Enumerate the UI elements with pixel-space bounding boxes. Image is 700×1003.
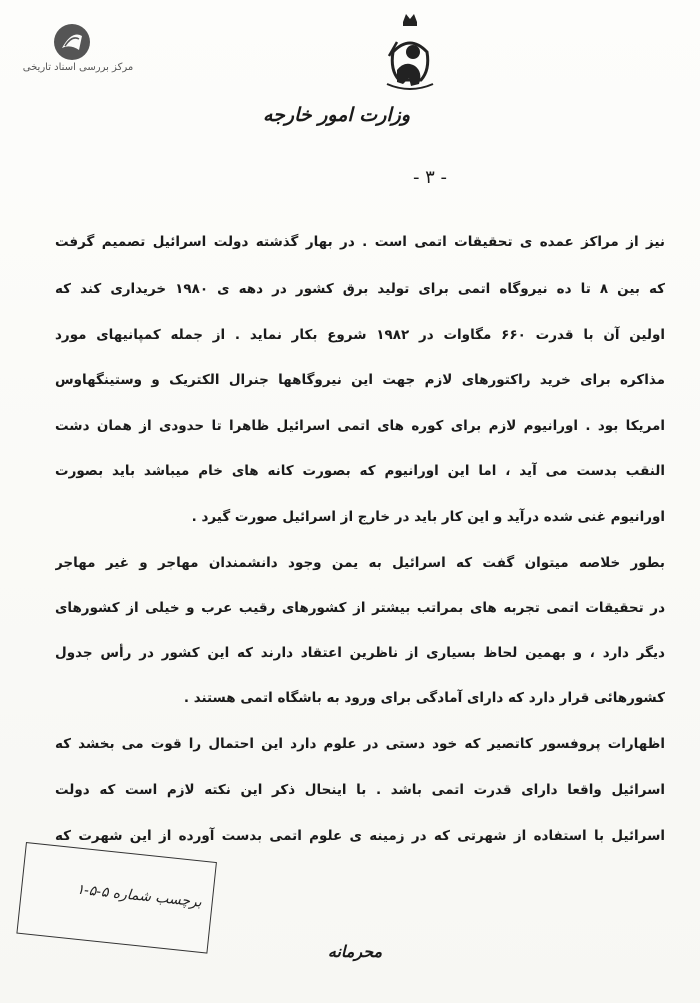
ministry-name: وزارت امور خارجه <box>262 104 410 126</box>
text-line: مذاکره برای خرید راکتورهای لازم جهت این نیروگاهها جنرال الکتریک و وستینگهاوس <box>55 372 665 388</box>
text-line: اورانیوم غنی شده درآید و این کار باید در خارج از اسرائیل صورت گیرد . <box>191 509 665 525</box>
text-line: اسرائیل واقعا دارای قدرت اتمی باشد . با اینحال ذکر این نکته لازم است که دولت <box>55 782 665 798</box>
text-line: اسرائیل با استفاده از شهرتی که در زمینه ی علوم اتمی بدست آورده از این شهرت که <box>55 828 665 844</box>
text-line: اظهارات پروفسور کاتصیر که خود دستی در علوم دارد این احتمال را قوت می بخشد که <box>55 736 665 752</box>
text-line: اولین آن با قدرت ۶۶۰ مگاوات در ۱۹۸۲ شروع بکار نماید . از جمله کمپانیهای مورد <box>55 327 665 343</box>
text-line: نیز از مراکز عمده ی تحقیقات اتمی است . در بهار گذشته دولت اسرائیل تصمیم گرفت <box>55 234 665 250</box>
text-line: کشورهائی قرار دارد که دارای آمادگی برای ورود به باشگاه اتمی هستند . <box>183 690 665 706</box>
text-line: در تحقیقات اتمی تجربه های بمراتب بیشتر از کشورهای رقیب عرب و خیلی از کشورهای <box>55 600 665 616</box>
confidential-mark: محرمانه <box>327 942 383 961</box>
text-line: بطور خلاصه میتوان گفت که اسرائیل به یمن وجود دانشمندان مهاجر و غیر مهاجر <box>55 555 665 571</box>
watermark-text: مرکز بررسی اسناد تاریخی <box>22 62 134 73</box>
text-line: که بین ۸ تا ده نیروگاه اتمی برای تولید برق کشور در دهه ی ۱۹۸۰ خریداری کند که <box>55 281 665 297</box>
page-number: - ۳ - <box>412 167 448 188</box>
text-line: دیگر دارد ، و بهمین لحاظ بسیاری از ناظرین اعتقاد دارند که این کشور در رأس جدول <box>55 645 665 661</box>
text-line: النقب بدست می آید ، اما این اورانیوم که بصورت کانه های خام میباشد باید بصورت <box>55 463 665 479</box>
text-line: امریکا بود . اورانیوم لازم برای کوره های اتمی اسرائیل ظاهرا تا حدودی از همان دشت <box>55 418 665 434</box>
stamp-text: برچسب شماره ۵-۵-۱ <box>75 881 203 911</box>
